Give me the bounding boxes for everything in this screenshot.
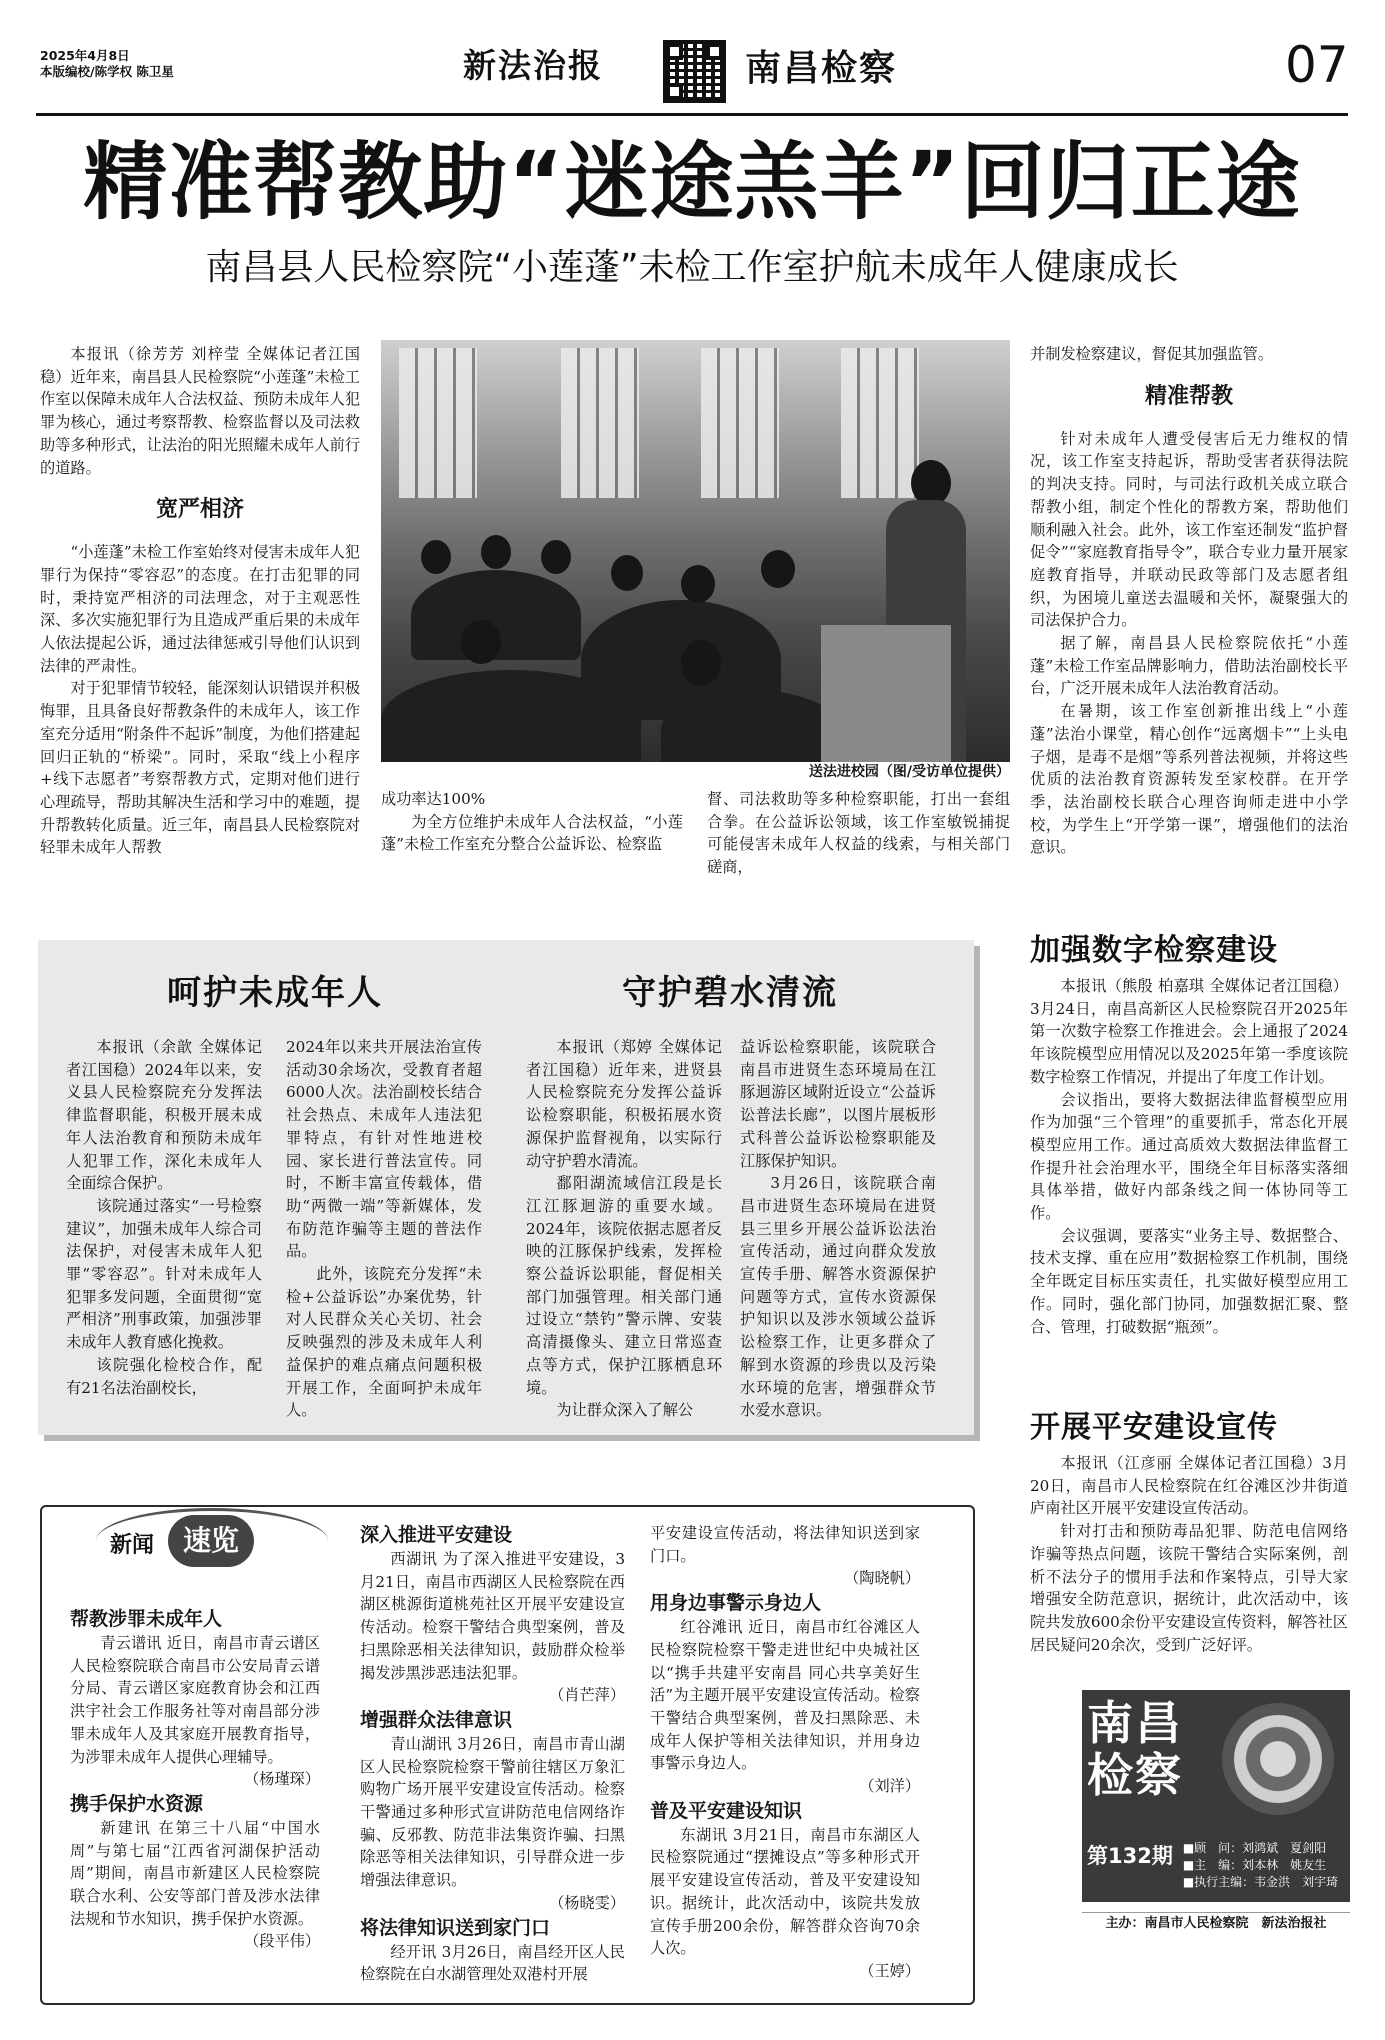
- article-paragraph: 本报讯（郑婷 全媒体记者江国稳）近年来，进贤县人民检察院充分发挥公益诉讼检察职能，积极拓展水资源保护监督视角，以实际行动守护碧水清流。: [526, 1038, 722, 1170]
- box-right-col2: [740, 1036, 936, 1422]
- brief-heading: 帮教涉罪未成年人: [70, 1608, 223, 1630]
- brief-heading: 深入推进平安建设: [360, 1524, 513, 1546]
- brief-heading: 携手保护水资源: [70, 1792, 204, 1815]
- main-article-col1: [40, 343, 360, 859]
- main-article-col4: [1030, 343, 1348, 859]
- article-paragraph: 为全方位维护未成年人合法权益，“小莲蓬”未检工作室充分整合公益诉讼、检察监: [381, 812, 683, 854]
- box-title-left: 呵护未成年人: [167, 973, 383, 1013]
- brief-paragraph: 西湖讯 为了深入推进平安建设，3月21日，南昌市西湖区人民检察院在西湖区桃源街道桃苑社区开展平安建设宣传活动。检察干警结合典型案例，普及扫黑除恶相关法律知识，鼓励群众检举揭发涉黑涉恶违法犯罪。: [360, 1550, 625, 1682]
- section-name: 南昌检察: [745, 48, 898, 89]
- brief-continuation: 平安建设宣传活动，将法律知识送到家门口。: [650, 1524, 920, 1565]
- brief-col3: [650, 1522, 920, 1983]
- box-left-col2: [286, 1036, 482, 1422]
- brief-heading: 将法律知识送到家门口: [360, 1916, 551, 1939]
- brief-heading: 用身边事警示身边人: [650, 1592, 822, 1615]
- brief-author: （肖芒萍）: [549, 1686, 625, 1705]
- brief-author: （王婷）: [859, 1961, 920, 1980]
- brief-paragraph: 青云谱讯 近日，南昌市青云谱区人民检察院联合南昌市公安局青云谱分局、青云谱区家庭教育协会和江西洪宇社会工作服务社等对南昌部分涉罪未成年人及其家庭开展教育指导，为涉罪未成年人提供心理辅导。: [70, 1634, 320, 1766]
- issue-number: 第132期: [1087, 1844, 1173, 1868]
- editor-credit: 本版编校/陈学权 陈卫星: [40, 64, 174, 79]
- brief-paragraph: 经开讯 3月26日，南昌经开区人民检察院在白水湖管理处双港村开展: [360, 1942, 625, 1984]
- brief-heading: 普及平安建设知识: [650, 1799, 803, 1822]
- article-paragraph: 此外，该院充分发挥“未检+公益诉讼”办案优势，针对人民群众关心关切、社会反映强烈的涉及未成年人利益保护的难点痛点问题积极开展工作，全面呵护未成年人。: [286, 1265, 482, 1420]
- brief-label-quick: 速览: [168, 1515, 254, 1567]
- procuratorate-emblem-icon: [1222, 1703, 1334, 1815]
- credit-line: ■执行主编：韦金洪 刘宇琦: [1182, 1875, 1339, 1889]
- brief-paragraph: 新建讯 在第三十八届“中国水周”与第七届“江西省河湖保护活动周”期间，南昌市新建区人民检察院联合水利、公安等部门普及涉水法律法规和节水知识，携手保护水资源。: [70, 1818, 320, 1928]
- masthead-title: 南昌检察: [1087, 1696, 1183, 1802]
- article-continuation: 督、司法救助等多种检察职能，打出一套组合拳。在公益诉讼领域，该工作室敏锐捕捉可能侵害未成年人权益的线索，与相关部门磋商，: [707, 790, 1010, 877]
- brief-author: （杨瑾琛）: [244, 1770, 320, 1789]
- article-paragraph: 该院强化检校合作，配有21名法治副校长，: [66, 1355, 262, 1397]
- issue-date: 2025年4月8日: [40, 48, 130, 63]
- article-continuation: 并制发检察建议，督促其加强监管。: [1030, 345, 1273, 363]
- page-date-block: [40, 48, 174, 80]
- photo-caption: 送法进校园（图/受访单位提供）: [808, 764, 1010, 780]
- brief-paragraph: 红谷滩讯 近日，南昌市红谷滩区人民检察院检察干警走进世纪中央城社区以“携手共建平安南昌 同心共享美好生活”为主题开展平安建设宣传活动。检察干警结合典型案例，普及扫黑除恶、未成年人保护等相关法律知识，并用身边事警示身边人。: [650, 1618, 920, 1773]
- brief-author: （陶晓帆）: [844, 1569, 920, 1588]
- article-title-digital: 加强数字检察建设: [1030, 933, 1278, 968]
- article-paragraph: “小莲蓬”未检工作室始终对侵害未成年人犯罪行为保持“零容忍”的态度。在打击犯罪的同时，秉持宽严相济的司法理念，对于主观恶性深、多次实施犯罪行为且造成严重后果的未成年人依法提起公诉，通过法律惩戒引导他们认识到法律的严肃性。: [40, 543, 360, 675]
- brief-paragraph: 东湖讯 3月21日，南昌市东湖区人民检察院通过“摆摊设点”等多种形式开展平安建设宣传活动，普及平安建设知识。据统计，此次活动中，该院共发放宣传手册200余份，解答群众咨询70余人次。: [650, 1825, 920, 1958]
- article-paragraph: 3月26日，该院联合南昌市进贤生态环境局在进贤县三里乡开展公益诉讼法治宣传活动，通过向群众发放宣传手册、解答水资源保护问题等方式，宣传水资源保护知识以及涉水领域公益诉讼检察工作，让更多群众了解到水资源的珍贵以及污染水环境的危害，增强群众节水爱水意识。: [740, 1174, 936, 1420]
- brief-paragraph: 青山湖讯 3月26日，南昌市青山湖区人民检察院检察干警前往辖区万象汇购物广场开展平安建设宣传活动。检察干警通过多种形式宣讲防范电信网络诈骗、反邪教、防范非法集资诈骗、扫黑除恶等相关法律知识，引导群众进一步增强法律意识。: [360, 1734, 625, 1890]
- brief-author: （段平伟）: [244, 1932, 320, 1951]
- article-paragraph: 会议强调，要落实“业务主导、数据整合、技术支撑、重在应用”数据检察工作机制，围绕全年既定目标压实责任，扎实做好模型应用工作。同时，强化部门协同，加强数据汇聚、整合、管理，打破数据“瓶颈”。: [1030, 1226, 1348, 1336]
- article-continuation: 益诉讼检察职能，该院联合南昌市进贤生态环境局在江豚迴游区域附近设立“公益诉讼普法长廊”，以图片展板形式科普公益诉讼检察职能及江豚保护知识。: [740, 1038, 936, 1170]
- article-continuation: 2024年以来共开展法治宣传活动30余场次，受教育者超6000人次。法治副校长结合社会热点、未成年人违法犯罪特点，有针对性地进校园、家长进行普法宣传。同时，不断丰富宣传载体，借助“两微一端”等新媒体，发布防范诈骗等主题的普法作品。: [286, 1038, 482, 1261]
- credit-line: ■主 编：刘本林 姚友生: [1182, 1858, 1327, 1872]
- safety-article: [1030, 1452, 1348, 1656]
- brief-author: （刘洋）: [859, 1777, 920, 1796]
- header-rule: [36, 113, 1348, 116]
- masthead-credits: [1183, 1840, 1338, 1891]
- masthead-host: 主办：南昌市人民检察院 新法治报社: [1082, 1912, 1350, 1935]
- headline: 精准帮教助“迷途羔羊”回归正途: [83, 133, 1301, 231]
- article-intro: 本报讯（徐芳芳 刘梓莹 全媒体记者江国稳）近年来，南昌县人民检察院“小莲蓬”未检工作室以保障未成年人合法权益、预防未成年人犯罪为核心，通过考察帮教、检察监督以及司法救助等多种形式，让法治的阳光照耀未成年人前行的道路。: [40, 345, 360, 477]
- article-paragraph: 据了解，南昌县人民检察院依托“小莲蓬”未检工作室品牌影响力，借助法治副校长平台，广泛开展未成年人法治教育活动。: [1030, 634, 1348, 698]
- article-paragraph: 该院通过落实“一号检察建议”，加强未成年人综合司法保护，对侵害未成年人犯罪“零容忍”。针对未成年人犯罪多发问题，全面贯彻“宽严相济”刑事政策，加强涉罪未成年人教育感化挽救。: [66, 1196, 262, 1352]
- article-paragraph: 针对未成年人遭受侵害后无力维权的情况，该工作室支持起诉，帮助受害者获得法院的判决支持。同时，与司法行政机关成立联合帮教小组，制定个性化的帮教方案，帮助他们顺利融入社会。此外，该工作室还制发“监护督促令”“家庭教育指导令”，联合专业力量开展家庭教育指导，并联动民政等部门及志愿者组织，为困境儿童送去温暖和关怀，凝聚强大的司法保护合力。: [1030, 429, 1348, 630]
- article-continuation: 成功率达100%: [381, 790, 486, 808]
- article-paragraph: 对于犯罪情节较轻，能深刻认识错误并积极悔罪，且具备良好帮教条件的未成年人，该工作室充分适用“附条件不起诉”制度，为他们搭建起回归正轨的“桥梁”。同时，采取“线上小程序+线下志愿者”考察帮教方式，定期对他们进行心理疏导，帮助其解决生活和学习中的难题，提升帮教转化质量。近三年，南昌县人民检察院对轻罪未成年人帮教: [40, 679, 360, 857]
- brief-col2: [360, 1522, 625, 1986]
- article-paragraph: 为让群众深入了解公: [556, 1401, 694, 1420]
- article-paragraph: 会议指出，要将大数据法律监督模型应用作为加强“三个管理”的重要抓手，常态化开展模型应用工作。通过高质效大数据法律监督工作提升社会治理水平，围绕全年目标落实落细具体举措，做好内部条线之间一体协同等工作。: [1030, 1090, 1348, 1223]
- main-article-col3: [707, 788, 1010, 879]
- box-title-right: 守护碧水清流: [622, 973, 838, 1013]
- credit-line: ■顾 问：刘鸿斌 夏剑阳: [1182, 1841, 1327, 1855]
- article-paragraph: 在暑期，该工作室创新推出线上“小莲蓬”法治小课堂，精心创作“远离烟卡”“上头电子烟，是毒不是烟”等系列普法视频，并将这些优质的法治教育资源转发至家校群。在开学季，法治副校长联合心理咨询师走进中小学校，为学生上“开学第一课”，增强他们的法治意识。: [1030, 702, 1348, 857]
- newspaper-logo: 新法治报: [463, 46, 603, 85]
- brief-label-news: 新闻: [110, 1533, 155, 1558]
- subheadline: 南昌县人民检察院“小莲蓬”未检工作室护航未成年人健康成长: [205, 247, 1179, 288]
- article-paragraph: 针对打击和预防毒品犯罪、防范电信网络诈骗等热点问题，该院干警结合实际案例，剖析不法分子的惯用手法和作案特点，引导大家增强安全防范意识，据统计，此次活动中，该院共发放600余份平安建设宣传资料，解答社区居民疑问20余次，受到广泛好评。: [1030, 1522, 1348, 1654]
- main-article-col2: [381, 788, 683, 856]
- page-number: 07: [1285, 36, 1349, 94]
- digital-article: [1030, 975, 1348, 1338]
- article-paragraph: 本报讯（江彦丽 全媒体记者江国稳）3月20日，南昌市人民检察院在红谷滩区沙井街道庐南社区开展平安建设宣传活动。: [1030, 1454, 1348, 1518]
- box-left-col1: [66, 1036, 262, 1399]
- box-right-col1: [526, 1036, 722, 1422]
- classroom-photo: [381, 340, 1010, 762]
- article-title-safety: 开展平安建设宣传: [1030, 1410, 1278, 1445]
- section-heading: 精准帮教: [1144, 383, 1233, 409]
- brief-heading: 增强群众法律意识: [360, 1708, 513, 1731]
- qr-code-icon: [663, 40, 726, 103]
- brief-author: （杨晓雯）: [549, 1893, 625, 1912]
- brief-col1: [70, 1606, 320, 1953]
- article-paragraph: 本报讯（余歆 全媒体记者江国稳）2024年以来，安义县人民检察院充分发挥法律监督职能，积极开展未成年人法治教育和预防未成年人犯罪工作，深化未成年人全面综合保护。: [66, 1038, 262, 1193]
- masthead-info: [1087, 1840, 1347, 1891]
- section-heading: 宽严相济: [155, 497, 244, 523]
- article-paragraph: 本报讯（熊殷 柏嘉琪 全媒体记者江国稳）3月24日，南昌高新区人民检察院召开2025年第一次数字检察工作推进会。会上通报了2024年该院模型应用情况以及2025年第一季度该院数字检察工作情况，并提出了年度工作计划。: [1030, 977, 1348, 1086]
- article-paragraph: 鄱阳湖流域信江段是长江江豚迴游的重要水域。2024年，该院依据志愿者反映的江豚保护线索，发挥检察公益诉讼职能，督促相关部门加强管理。相关部门通过设立“禁钓”警示牌、安装高清摄像头、建立日常巡查点等方式，保护江豚栖息环境。: [526, 1174, 722, 1397]
